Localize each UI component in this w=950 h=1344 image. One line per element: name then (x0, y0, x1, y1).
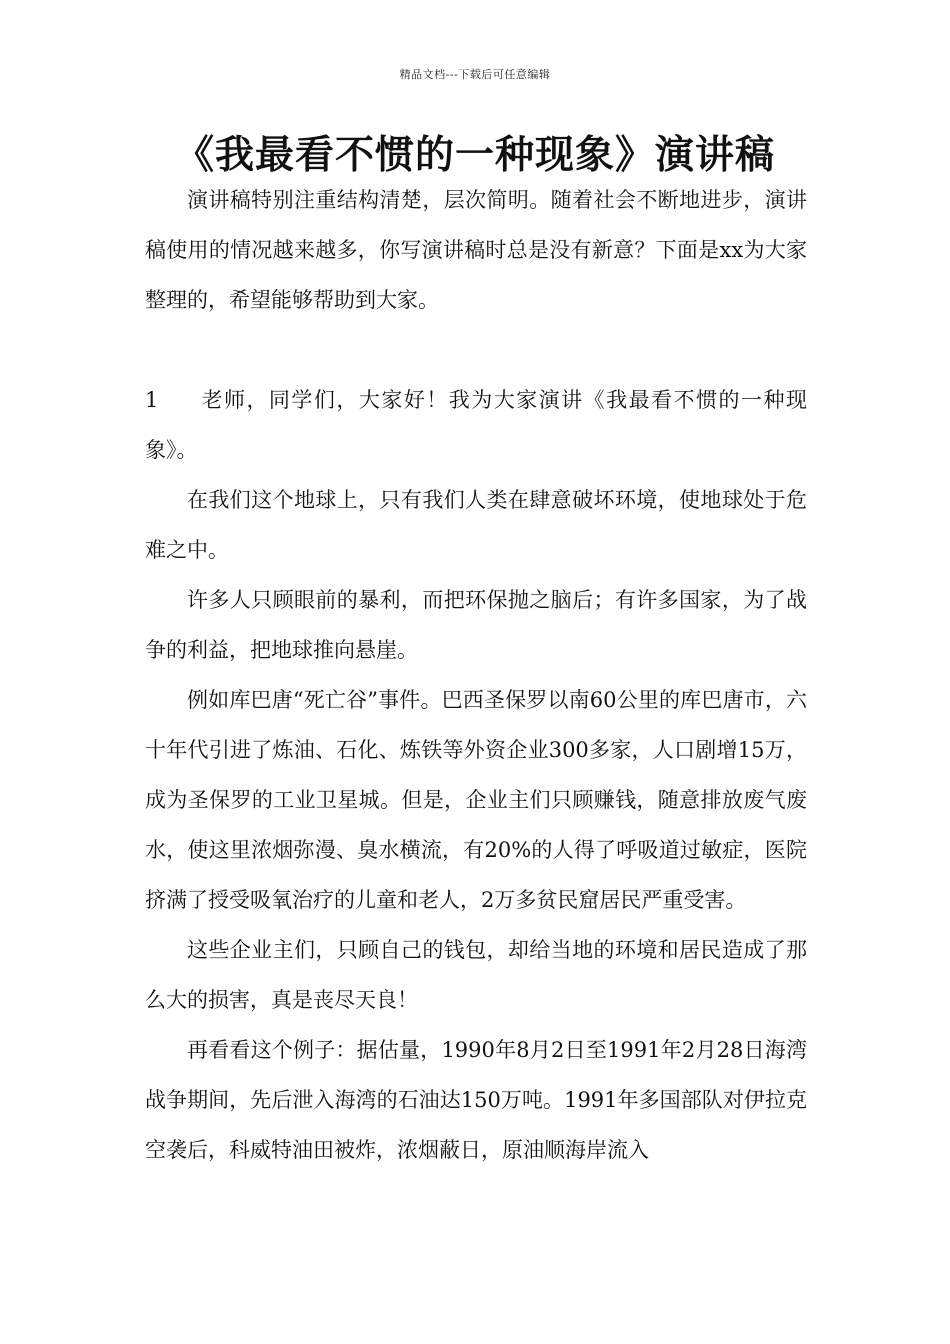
paragraph: 这些企业主们，只顾自己的钱包，却给当地的环境和居民造成了那么大的损害，真是丧尽天良！ (145, 938, 807, 1012)
paragraph: 许多人只顾眼前的暴利，而把环保抛之脑后；有许多国家，为了战争的利益，把地球推向悬崖。 (145, 588, 807, 662)
opening-text: 老师，同学们，大家好！我为大家演讲《我最看不惯的一种现象》。 (145, 388, 807, 462)
section-1-opening (145, 375, 807, 475)
paragraph: 在我们这个地球上，只有我们人类在肆意破坏环境，使地球处于危难之中。 (145, 488, 807, 562)
intro-paragraph: 演讲稿特别注重结构清楚，层次简明。随着社会不断地进步，演讲稿使用的情况越来越多，你写演讲稿时总是没有新意？下面是xx为大家整理的，希望能够帮助到大家。 (145, 188, 807, 312)
paragraph: 例如库巴唐“死亡谷”事件。巴西圣保罗以南60公里的库巴唐市，六十年代引进了炼油、石化、炼铁等外资企业300多家，人口剧增15万，成为圣保罗的工业卫星城。但是，企业主们只顾赚钱，随意排放废气废水，使这里浓烟弥漫、臭水横流，有20%的人得了呼吸道过敏症，医院挤满了授受吸氧治疗的儿童和老人，2万多贫民窟居民严重受害。 (145, 688, 807, 912)
section-number: 1 (145, 388, 159, 412)
paragraph: 再看看这个例子：据估量，1990年8月2日至1991年2月28日海湾战争期间，先后泄入海湾的石油达150万吨。1991年多国部队对伊拉克空袭后，科威特油田被炸，浓烟蔽日，原油顺海岸流入 (145, 1038, 807, 1162)
header-note: 精品文档---下载后可任意编辑 (399, 68, 551, 81)
document-body (145, 175, 807, 1175)
document-title: 《我最看不惯的一种现象》演讲稿 (174, 133, 775, 178)
